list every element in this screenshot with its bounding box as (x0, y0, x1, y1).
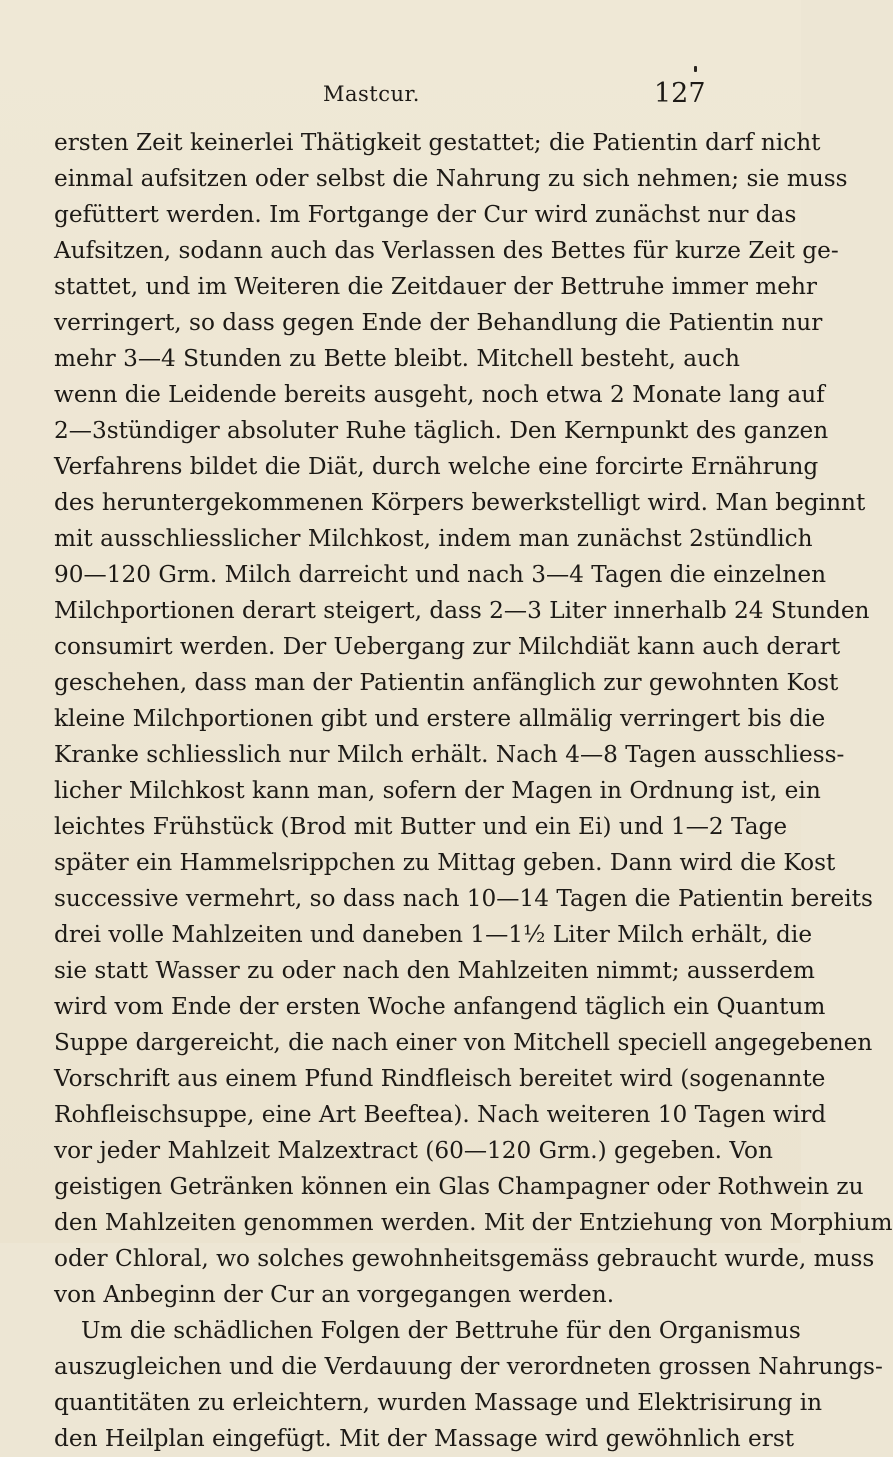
text-line: 90—120 Grm. Milch darreicht und nach 3—4 Tagen die einzelnen (54, 561, 827, 588)
text-line: geschehen, dass man der Patientin anfänglich zur gewohnten Kost (54, 669, 839, 696)
text-line: des heruntergekommenen Körpers bewerkstelligt wird. Man beginnt (54, 489, 866, 516)
text-line: den Heilplan eingefügt. Mit der Massage wird gewöhnlich erst (54, 1425, 795, 1452)
text-line: den Mahlzeiten genommen werden. Mit der Entziehung von Morphium (54, 1209, 893, 1236)
text-line: 2—3stündiger absoluter Ruhe täglich. Den Kernpunkt des ganzen (54, 417, 829, 444)
text-line: Vorschrift aus einem Pfund Rindfleisch bereitet wird (sogenannte (54, 1065, 826, 1092)
text-line: Kranke schliesslich nur Milch erhält. Nach 4—8 Tagen ausschliess- (54, 741, 845, 768)
text-line: stattet, und im Weiteren die Zeitdauer der Bettruhe immer mehr (54, 273, 818, 300)
text-line: Verfahrens bildet die Diät, durch welche eine forcirte Ernährung (54, 453, 819, 480)
text-line: Rohfleischsuppe, eine Art Beeftea). Nach weiteren 10 Tagen wird (54, 1101, 827, 1128)
text-line: leichtes Frühstück (Brod mit Butter und ein Ei) und 1—2 Tage (54, 813, 788, 840)
text-line: vor jeder Mahlzeit Malzextract (60—120 Grm.) gegeben. Von (54, 1137, 773, 1164)
text-line: von Anbeginn der Cur an vorgegangen werden. (54, 1281, 615, 1308)
text-line: mit ausschliesslicher Milchkost, indem man zunächst 2stündlich (54, 525, 813, 552)
text-line: mehr 3—4 Stunden zu Bette bleibt. Mitchell besteht, auch (54, 345, 740, 372)
text-line: quantitäten zu erleichtern, wurden Massage und Elektrisirung in (54, 1389, 823, 1416)
page-number: 127 (654, 78, 706, 109)
text-line: wenn die Leidende bereits ausgeht, noch etwa 2 Monate lang auf (54, 381, 825, 408)
text-line: auszugleichen und die Verdauung der verordneten grossen Nahrungs- (54, 1353, 883, 1380)
text-line: gefüttert werden. Im Fortgange der Cur wird zunächst nur das (54, 201, 797, 228)
text-line: verringert, so dass gegen Ende der Behandlung die Patientin nur (54, 309, 823, 336)
text-line: später ein Hammelsrippchen zu Mittag geben. Dann wird die Kost (54, 849, 836, 876)
print-mark (694, 66, 697, 72)
text-line: ersten Zeit keinerlei Thätigkeit gestattet; die Patientin darf nicht (54, 129, 821, 156)
text-line: kleine Milchportionen gibt und erstere allmälig verringert bis die (54, 705, 826, 732)
text-line: oder Chloral, wo solches gewohnheitsgemäss gebraucht wurde, muss (54, 1245, 875, 1272)
text-line: sie statt Wasser zu oder nach den Mahlzeiten nimmt; ausserdem (54, 957, 815, 984)
text-line: wird vom Ende der ersten Woche anfangend täglich ein Quantum (54, 993, 826, 1020)
text-line: Aufsitzen, sodann auch das Verlassen des Bettes für kurze Zeit ge- (54, 237, 839, 264)
header-title: Mastcur. (323, 82, 420, 106)
running-head (0, 76, 801, 110)
text-line: successive vermehrt, so dass nach 10—14 Tagen die Patientin bereits (54, 885, 873, 912)
text-line: Milchportionen derart steigert, dass 2—3 Liter innerhalb 24 Stunden (54, 597, 870, 624)
text-line: geistigen Getränken können ein Glas Champagner oder Rothwein zu (54, 1173, 864, 1200)
text-line: licher Milchkost kann man, sofern der Magen in Ordnung ist, ein (54, 777, 821, 804)
text-line: Suppe dargereicht, die nach einer von Mitchell speciell angegebenen (54, 1029, 873, 1056)
text-line: drei volle Mahlzeiten und daneben 1—1½ Liter Milch erhält, die (54, 921, 813, 948)
text-line: Um die schädlichen Folgen der Bettruhe für den Organismus (81, 1317, 801, 1344)
text-line: einmal aufsitzen oder selbst die Nahrung zu sich nehmen; sie muss (54, 165, 848, 192)
text-line: consumirt werden. Der Uebergang zur Milchdiät kann auch derart (54, 633, 841, 660)
